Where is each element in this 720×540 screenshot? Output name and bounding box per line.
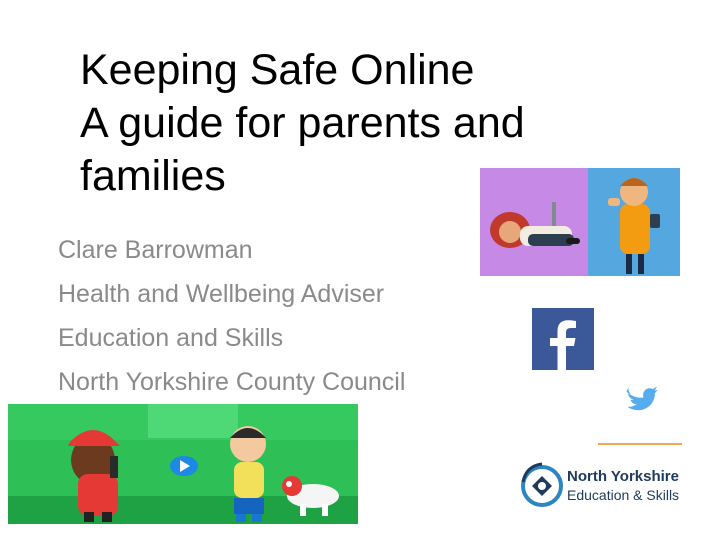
presenter-details bbox=[58, 228, 518, 404]
presenter-department: Education and Skills bbox=[58, 324, 284, 352]
title-line: A guide for parents and bbox=[80, 99, 525, 147]
cartoon-characters-image bbox=[480, 168, 680, 276]
presenter-name: Clare Barrowman bbox=[58, 236, 253, 264]
facebook-logo-icon bbox=[532, 308, 594, 370]
logo-subtitle: Education & Skills bbox=[567, 487, 680, 503]
twitter-bird-icon bbox=[598, 372, 682, 450]
logo-title: North Yorkshire bbox=[567, 468, 679, 485]
north-yorkshire-logo bbox=[520, 456, 700, 516]
presenter-role: Health and Wellbeing Adviser bbox=[58, 280, 385, 308]
title-line: Keeping Safe Online bbox=[80, 46, 475, 94]
cartoon-video-still bbox=[8, 404, 358, 524]
presenter-organisation: North Yorkshire County Council bbox=[58, 368, 406, 396]
title-line: families bbox=[80, 152, 226, 200]
